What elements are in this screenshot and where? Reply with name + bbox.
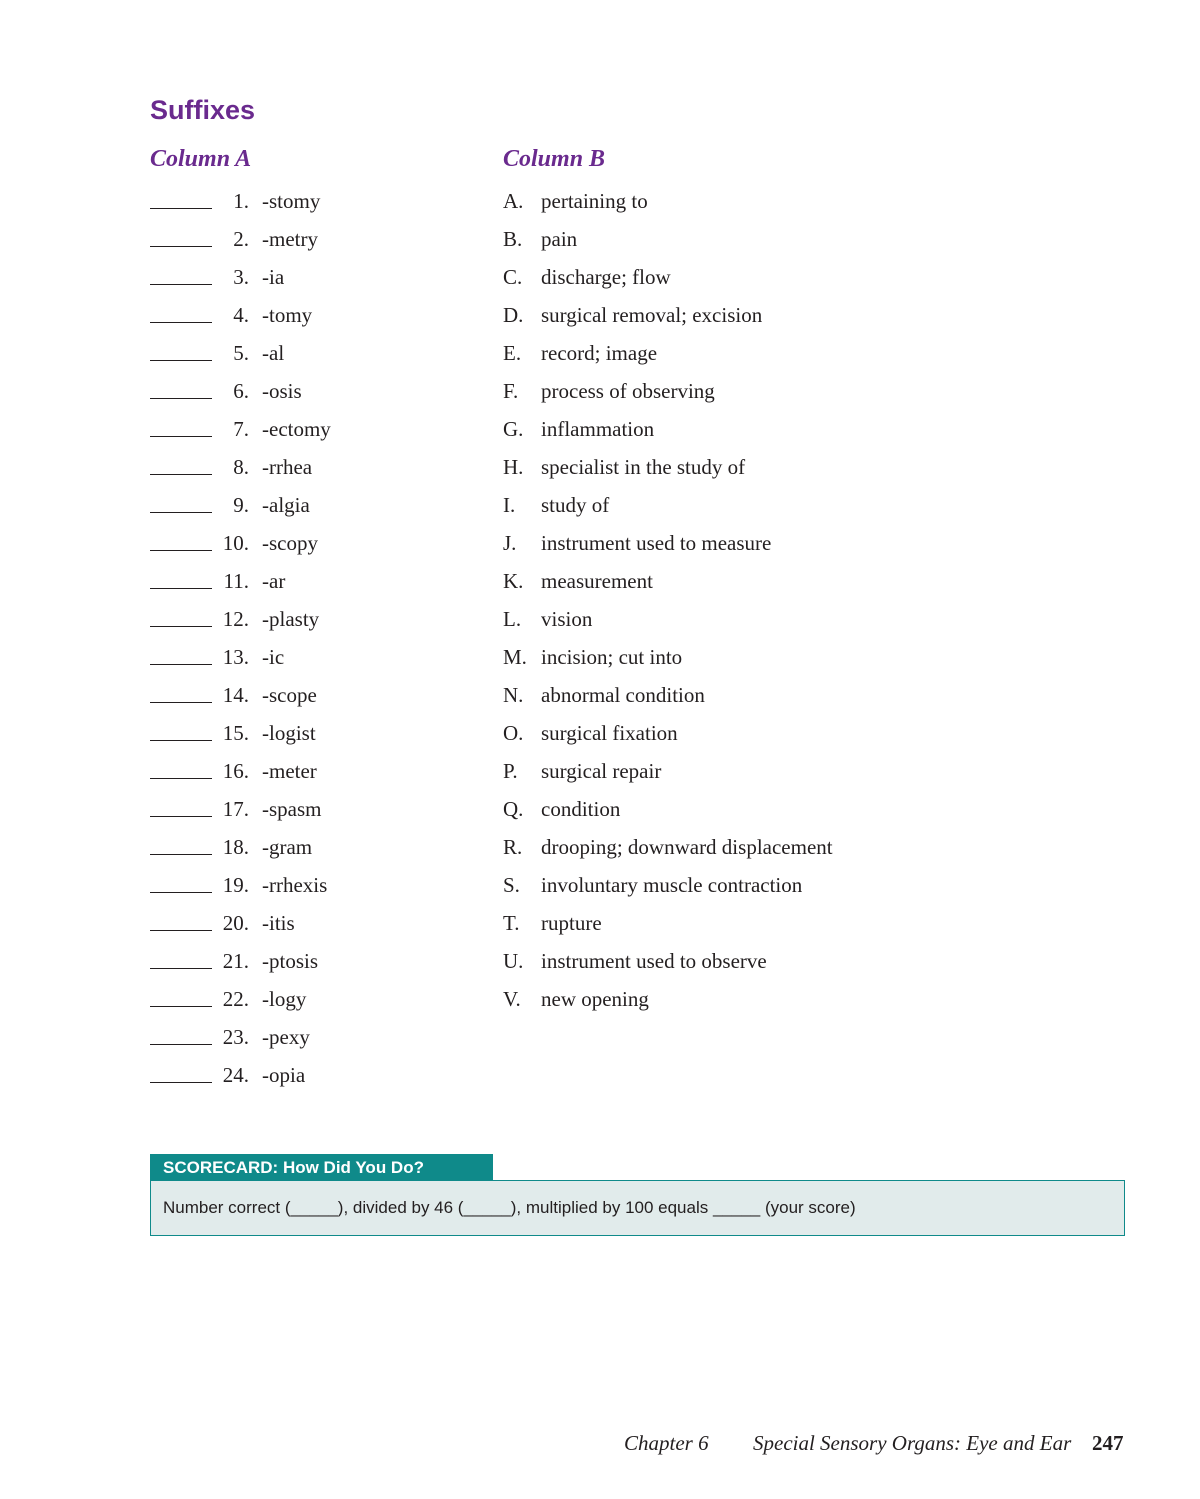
column-a-item <box>150 866 480 904</box>
item-letter: V. <box>503 987 521 1011</box>
suffix-term: -ia <box>262 265 285 289</box>
suffix-term: -logist <box>262 721 316 745</box>
column-a-item <box>150 562 480 600</box>
suffix-term: -ic <box>262 645 285 669</box>
definition-text: rupture <box>541 911 602 935</box>
item-number: 9. <box>233 493 249 517</box>
item-letter: M. <box>503 645 527 669</box>
item-number: 20. <box>222 911 249 935</box>
suffix-term: -scopy <box>262 531 318 555</box>
definition-text: abnormal condition <box>541 683 705 707</box>
column-a-item <box>150 334 480 372</box>
suffix-term: -ar <box>262 569 286 593</box>
column-a-item <box>150 486 480 524</box>
column-b-item <box>503 296 1023 334</box>
definition-text: specialist in the study of <box>541 455 746 479</box>
column-b-item <box>503 638 1023 676</box>
item-number: 15. <box>222 721 249 745</box>
definition-text: surgical fixation <box>541 721 678 745</box>
column-a-item <box>150 410 480 448</box>
suffix-term: -rrhea <box>262 455 313 479</box>
column-a-item <box>150 828 480 866</box>
column-b-item <box>503 904 1023 942</box>
answer-blank[interactable] <box>150 246 212 247</box>
answer-blank[interactable] <box>150 664 212 665</box>
item-letter: E. <box>503 341 522 365</box>
column-a-item <box>150 752 480 790</box>
column-a-item <box>150 524 480 562</box>
answer-blank[interactable] <box>150 398 212 399</box>
footer-page-number: 247 <box>1092 1431 1124 1455</box>
column-b-item <box>503 182 1023 220</box>
item-number: 23. <box>222 1025 249 1049</box>
column-a-item <box>150 790 480 828</box>
suffix-term: -opia <box>262 1063 306 1087</box>
item-letter: F. <box>503 379 519 403</box>
scorecard-text: Number correct (_____), divided by 46 (_____), multiplied by 100 equals _____ (your score) <box>163 1198 856 1217</box>
definition-text: incision; cut into <box>541 645 683 669</box>
item-number: 4. <box>233 303 249 327</box>
answer-blank[interactable] <box>150 854 212 855</box>
suffix-term: -gram <box>262 835 313 859</box>
column-b-item <box>503 220 1023 258</box>
answer-blank[interactable] <box>150 968 212 969</box>
answer-blank[interactable] <box>150 550 212 551</box>
suffix-term: -logy <box>262 987 307 1011</box>
item-number: 17. <box>222 797 249 821</box>
suffix-term: -spasm <box>262 797 322 821</box>
item-number: 6. <box>233 379 249 403</box>
answer-blank[interactable] <box>150 1082 212 1083</box>
item-letter: T. <box>503 911 520 935</box>
item-letter: K. <box>503 569 524 593</box>
column-a-item <box>150 600 480 638</box>
answer-blank[interactable] <box>150 1006 212 1007</box>
item-number: 8. <box>233 455 249 479</box>
column-b-list <box>503 182 1023 1018</box>
answer-blank[interactable] <box>150 588 212 589</box>
suffix-term: -osis <box>262 379 302 403</box>
answer-blank[interactable] <box>150 360 212 361</box>
answer-blank[interactable] <box>150 284 212 285</box>
column-b-item <box>503 258 1023 296</box>
item-number: 19. <box>222 873 249 897</box>
column-b-item <box>503 866 1023 904</box>
answer-blank[interactable] <box>150 512 212 513</box>
footer-chapter-title: Special Sensory Organs: Eye and Ear <box>753 1431 1072 1455</box>
definition-text: inflammation <box>541 417 655 441</box>
suffix-term: -metry <box>262 227 318 251</box>
column-b-item <box>503 828 1023 866</box>
column-a-item <box>150 638 480 676</box>
definition-text: process of observing <box>541 379 715 403</box>
column-a-item <box>150 448 480 486</box>
item-letter: S. <box>503 873 520 897</box>
item-letter: R. <box>503 835 523 859</box>
column-a-item <box>150 296 480 334</box>
scorecard-box <box>150 1180 1125 1236</box>
answer-blank[interactable] <box>150 892 212 893</box>
item-letter: O. <box>503 721 524 745</box>
column-a-item <box>150 942 480 980</box>
suffix-term: -algia <box>262 493 310 517</box>
item-letter: D. <box>503 303 524 327</box>
item-letter: N. <box>503 683 524 707</box>
column-a-heading: Column A <box>150 146 252 172</box>
item-letter: U. <box>503 949 524 973</box>
column-b-item <box>503 676 1023 714</box>
suffix-term: -stomy <box>262 189 321 213</box>
definition-text: surgical repair <box>541 759 662 783</box>
suffix-term: -meter <box>262 759 317 783</box>
footer-chapter: Chapter 6 <box>624 1431 709 1455</box>
item-letter: G. <box>503 417 524 441</box>
item-letter: C. <box>503 265 523 289</box>
definition-text: vision <box>541 607 593 631</box>
item-number: 2. <box>233 227 249 251</box>
column-a-list <box>150 182 480 1094</box>
item-number: 22. <box>222 987 249 1011</box>
item-number: 18. <box>222 835 249 859</box>
answer-blank[interactable] <box>150 322 212 323</box>
suffix-term: -scope <box>262 683 317 707</box>
suffix-term: -al <box>262 341 285 365</box>
item-number: 11. <box>223 569 249 593</box>
column-b-item <box>503 942 1023 980</box>
column-b-item <box>503 562 1023 600</box>
definition-text: new opening <box>541 987 649 1011</box>
item-number: 1. <box>233 189 249 213</box>
item-number: 7. <box>233 417 249 441</box>
item-letter: P. <box>503 759 518 783</box>
definition-text: pain <box>541 227 578 251</box>
column-b-item <box>503 410 1023 448</box>
item-letter: J. <box>503 531 517 555</box>
scorecard-title: SCORECARD: How Did You Do? <box>150 1154 493 1181</box>
item-number: 16. <box>222 759 249 783</box>
section-title: Suffixes <box>150 95 256 125</box>
item-number: 21. <box>222 949 249 973</box>
column-b-item <box>503 372 1023 410</box>
suffix-term: -itis <box>262 911 295 935</box>
column-a-item <box>150 220 480 258</box>
column-a-item <box>150 1018 480 1056</box>
item-letter: Q. <box>503 797 524 821</box>
definition-text: surgical removal; excision <box>541 303 763 327</box>
answer-blank[interactable] <box>150 626 212 627</box>
suffix-term: -plasty <box>262 607 320 631</box>
definition-text: involuntary muscle contraction <box>541 873 803 897</box>
answer-blank[interactable] <box>150 930 212 931</box>
item-number: 3. <box>233 265 249 289</box>
suffix-term: -pexy <box>262 1025 310 1049</box>
item-letter: I. <box>503 493 516 517</box>
column-b-item <box>503 752 1023 790</box>
column-b-item <box>503 448 1023 486</box>
item-number: 10. <box>222 531 249 555</box>
item-letter: L. <box>503 607 522 631</box>
definition-text: drooping; downward displacement <box>541 835 833 859</box>
column-b-item <box>503 714 1023 752</box>
column-a-item <box>150 714 480 752</box>
answer-blank[interactable] <box>150 816 212 817</box>
definition-text: study of <box>541 493 610 517</box>
definition-text: condition <box>541 797 621 821</box>
column-a-item <box>150 980 480 1018</box>
item-number: 13. <box>222 645 249 669</box>
column-b-item <box>503 600 1023 638</box>
answer-blank[interactable] <box>150 474 212 475</box>
column-a-item <box>150 1056 480 1094</box>
definition-text: discharge; flow <box>541 265 671 289</box>
column-b-item <box>503 334 1023 372</box>
item-number: 24. <box>222 1063 249 1087</box>
definition-text: instrument used to observe <box>541 949 767 973</box>
item-letter: A. <box>503 189 524 213</box>
item-letter: B. <box>503 227 523 251</box>
definition-text: instrument used to measure <box>541 531 772 555</box>
answer-blank[interactable] <box>150 740 212 741</box>
column-a-item <box>150 372 480 410</box>
answer-blank[interactable] <box>150 208 212 209</box>
column-a-item <box>150 258 480 296</box>
column-b-item <box>503 486 1023 524</box>
answer-blank[interactable] <box>150 702 212 703</box>
item-letter: H. <box>503 455 524 479</box>
column-b-item <box>503 524 1023 562</box>
definition-text: record; image <box>541 341 658 365</box>
definition-text: pertaining to <box>541 189 648 213</box>
column-a-item <box>150 676 480 714</box>
column-b-heading: Column B <box>503 146 606 172</box>
answer-blank[interactable] <box>150 778 212 779</box>
definition-text: measurement <box>541 569 653 593</box>
column-a-item <box>150 182 480 220</box>
suffix-term: -tomy <box>262 303 313 327</box>
column-a-item <box>150 904 480 942</box>
suffix-term: -ptosis <box>262 949 319 973</box>
item-number: 14. <box>222 683 249 707</box>
column-b-item <box>503 980 1023 1018</box>
suffix-term: -ectomy <box>262 417 331 441</box>
suffix-term: -rrhexis <box>262 873 328 897</box>
answer-blank[interactable] <box>150 436 212 437</box>
answer-blank[interactable] <box>150 1044 212 1045</box>
column-b-item <box>503 790 1023 828</box>
item-number: 5. <box>233 341 249 365</box>
item-number: 12. <box>222 607 249 631</box>
